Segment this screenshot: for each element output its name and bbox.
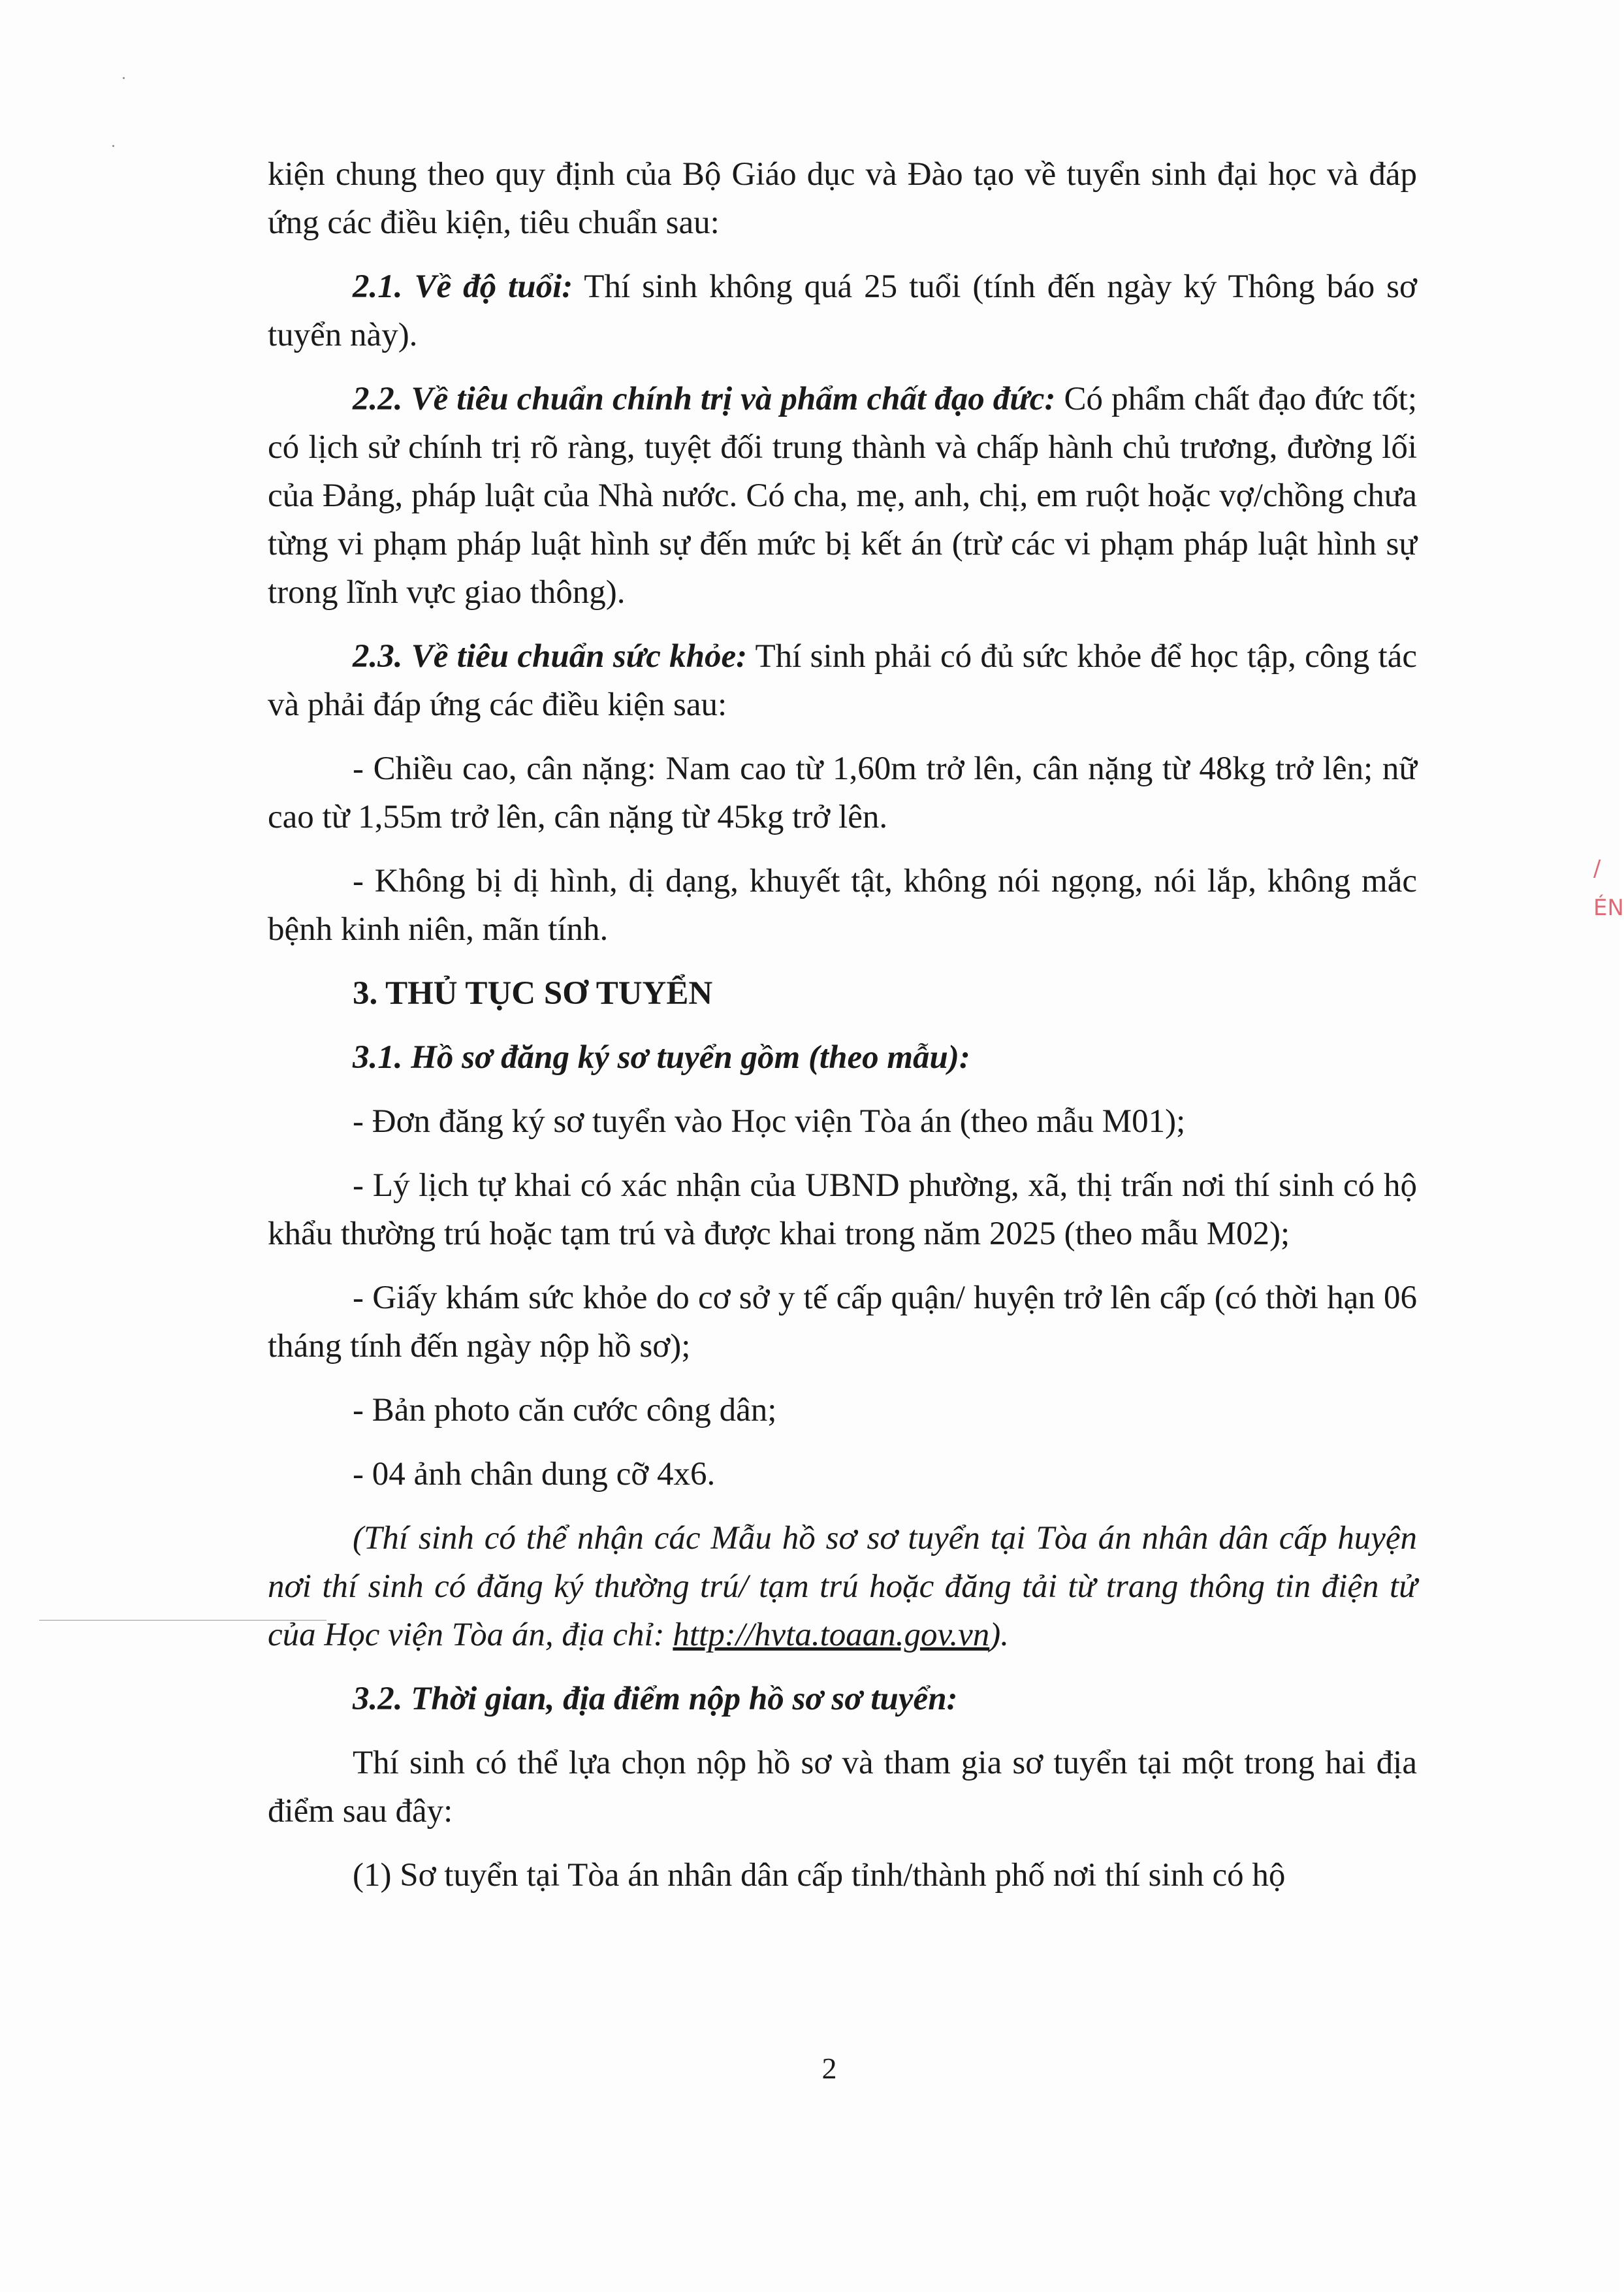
list-item-photos: - 04 ảnh chân dung cỡ 4x6. bbox=[353, 1456, 716, 1493]
scan-speck bbox=[112, 145, 114, 147]
paragraph-location-option-1: (1) Sơ tuyển tại Tòa án nhân dân cấp tỉnh/thành phố nơi thí sinh có hộ bbox=[353, 1857, 1286, 1894]
list-item-application-form: - Đơn đăng ký sơ tuyển vào Học viện Tòa án (theo mẫu M01); bbox=[353, 1103, 1186, 1140]
paragraph-form-note bbox=[268, 1514, 1417, 1659]
stamp-mark-text: /ÉN bbox=[1593, 856, 1624, 921]
list-item-height-weight: - Chiều cao, cân nặng: Nam cao từ 1,60m trở lên, cân nặng từ 48kg trở lên; nữ cao từ 1,55m trở lên, cân nặng từ 45kg trở lên. bbox=[268, 751, 1417, 835]
website-link[interactable]: http://hvta.toaan.gov.vn bbox=[673, 1617, 990, 1653]
page-number: 2 bbox=[821, 2052, 837, 2085]
scan-speck bbox=[123, 77, 125, 79]
paragraph-health-criterion bbox=[268, 632, 1417, 729]
paragraph-age-criterion bbox=[268, 263, 1417, 359]
criterion-label: 2.3. Về tiêu chuẩn sức khỏe: bbox=[353, 638, 748, 675]
paragraph-location-choice: Thí sinh có thể lựa chọn nộp hồ sơ và tham gia sơ tuyển tại một trong hai địa điểm sau đây: bbox=[268, 1745, 1417, 1830]
paragraph-political-criterion bbox=[268, 375, 1417, 617]
list-item-no-disability: - Không bị dị hình, dị dạng, khuyết tật, không nói ngọng, nói lắp, không mắc bệnh kinh niên, mãn tính. bbox=[268, 863, 1417, 948]
criterion-text: Có phẩm chất đạo đức tốt; có lịch sử chính trị rõ ràng, tuyệt đối trung thành và chấp hành chủ trương, đường lối của Đảng, pháp luật của Nhà nước. Có cha, mẹ, anh, chị, em ruột hoặc vợ/chồng chưa từng vi phạm pháp luật hình sự đến mức bị kết án (trừ các vi phạm pháp luật hình sự trong lĩnh vực giao thông). bbox=[268, 381, 1417, 611]
list-item-personal-history: - Lý lịch tự khai có xác nhận của UBND phường, xã, thị trấn nơi thí sinh có hộ khẩu thường trú hoặc tạm trú và được khai trong năm 2025 (theo mẫu M02); bbox=[268, 1167, 1417, 1252]
section-heading: 3. THỦ TỤC SƠ TUYỂN bbox=[353, 975, 713, 1012]
list-item-id-copy: - Bản photo căn cước công dân; bbox=[353, 1392, 777, 1428]
criterion-text: Thí sinh phải có đủ sức khỏe để học tập, công tác và phải đáp ứng các điều kiện sau: bbox=[268, 638, 1417, 723]
criterion-label: 2.2. Về tiêu chuẩn chính trị và phẩm chất đạo đức: bbox=[353, 381, 1056, 417]
paragraph-eligibility-intro: kiện chung theo quy định của Bộ Giáo dục và Đào tạo về tuyển sinh đại học và đáp ứng các điều kiện, tiêu chuẩn sau: bbox=[268, 156, 1417, 241]
subsection-heading: 3.2. Thời gian, địa điểm nộp hồ sơ sơ tuyển: bbox=[353, 1681, 958, 1717]
note-end: ). bbox=[989, 1617, 1009, 1653]
stamp-mark bbox=[1593, 849, 1624, 1123]
note-text: (Thí sinh có thể nhận các Mẫu hồ sơ sơ tuyển tại Tòa án nhân dân cấp huyện nơi thí sinh có đăng ký thường trú/ tạm trú hoặc đăng tải từ trang thông tin điện tử của Học viện Tòa án, địa chỉ: bbox=[268, 1520, 1417, 1653]
criterion-text: Thí sinh không quá 25 tuổi (tính đến ngày ký Thông báo sơ tuyển này). bbox=[268, 268, 1418, 353]
list-item-health-certificate: - Giấy khám sức khỏe do cơ sở y tế cấp quận/ huyện trở lên cấp (có thời hạn 06 tháng tính đến ngày nộp hồ sơ); bbox=[268, 1280, 1417, 1364]
document-body bbox=[268, 150, 1417, 1915]
subsection-heading: 3.1. Hồ sơ đăng ký sơ tuyển gồm (theo mẫu): bbox=[353, 1039, 970, 1076]
criterion-label: 2.1. Về độ tuổi: bbox=[353, 268, 573, 305]
